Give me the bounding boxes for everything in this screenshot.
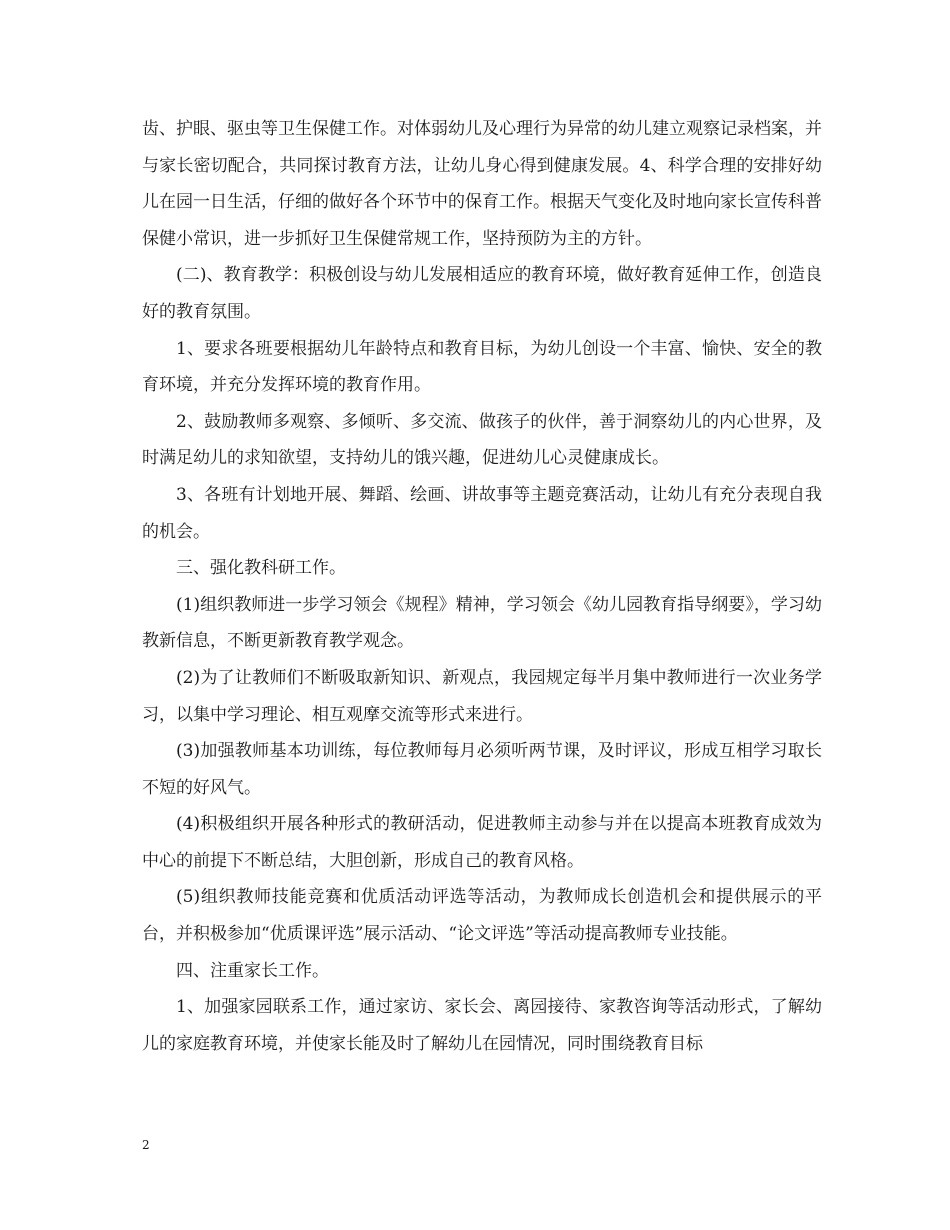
document-body xyxy=(142,111,822,1062)
section-heading-4: 四、注重家长工作。 xyxy=(176,960,329,981)
section-heading-3: 三、强化教科研工作。 xyxy=(176,558,346,579)
page-number: 2 xyxy=(142,1138,150,1152)
paragraph-1: 齿、护眼、驱虫等卫生保健工作。对体弱幼儿及心理行为异常的幼儿建立观察记录档案，并与家长密切配合，共同探讨教育方法，让幼儿身心得到健康发展。4、科学合理的安排好幼儿在园一日生活，仔细的做好各个环节中的保育工作。根据天气变化及时地向家长宣传科普保健小常识，进一步抓好卫生保健常规工作，坚持预防为主的方针。 xyxy=(142,119,822,249)
paragraph-10: (4)积极组织开展各种形式的教研活动，促进教师主动参与并在以提高本班教育成效为中心的前提下不断总结，大胆创新，形成自己的教育风格。 xyxy=(142,814,822,871)
paragraph-9: (3)加强教师基本功训练，每位教师每月必须听两节课，及时评议，形成互相学习取长不短的好风气。 xyxy=(142,741,822,798)
paragraph-8: (2)为了让教师们不断吸取新知识、新观点，我园规定每半月集中教师进行一次业务学习，以集中学习理论、相互观摩交流等形式来进行。 xyxy=(142,667,822,725)
paragraph-3: 1、要求各班要根据幼儿年龄特点和教育目标，为幼儿创设一个丰富、愉快、安全的教育环境，并充分发挥环境的教育作用。 xyxy=(142,338,822,396)
paragraph-5: 3、各班有计划地开展、舞蹈、绘画、讲故事等主题竞赛活动，让幼儿有充分表现自我的机会。 xyxy=(142,484,822,542)
paragraph-13: 1、加强家园联系工作，通过家访、家长会、离园接待、家教咨询等活动形式，了解幼儿的家庭教育环境，并使家长能及时了解幼儿在园情况，同时围绕教育目标 xyxy=(142,997,822,1054)
paragraph-11: (5)组织教师技能竞赛和优质活动评选等活动，为教师成长创造机会和提供展示的平台，并积极参加“优质课评选”展示活动、“论文评选”等活动提高教师专业技能。 xyxy=(142,887,822,945)
paragraph-4: 2、鼓励教师多观察、多倾听、多交流、做孩子的伙伴，善于洞察幼儿的内心世界，及时满足幼儿的求知欲望，支持幼儿的饿兴趣，促进幼儿心灵健康成长。 xyxy=(142,411,822,469)
paragraph-7: (1)组织教师进一步学习领会《规程》精神，学习领会《幼儿园教育指导纲要》，学习幼教新信息，不断更新教育教学观念。 xyxy=(142,594,822,652)
paragraph-2: (二)、教育教学：积极创设与幼儿发展相适应的教育环境，做好教育延伸工作，创造良好的教育氛围。 xyxy=(142,265,822,322)
